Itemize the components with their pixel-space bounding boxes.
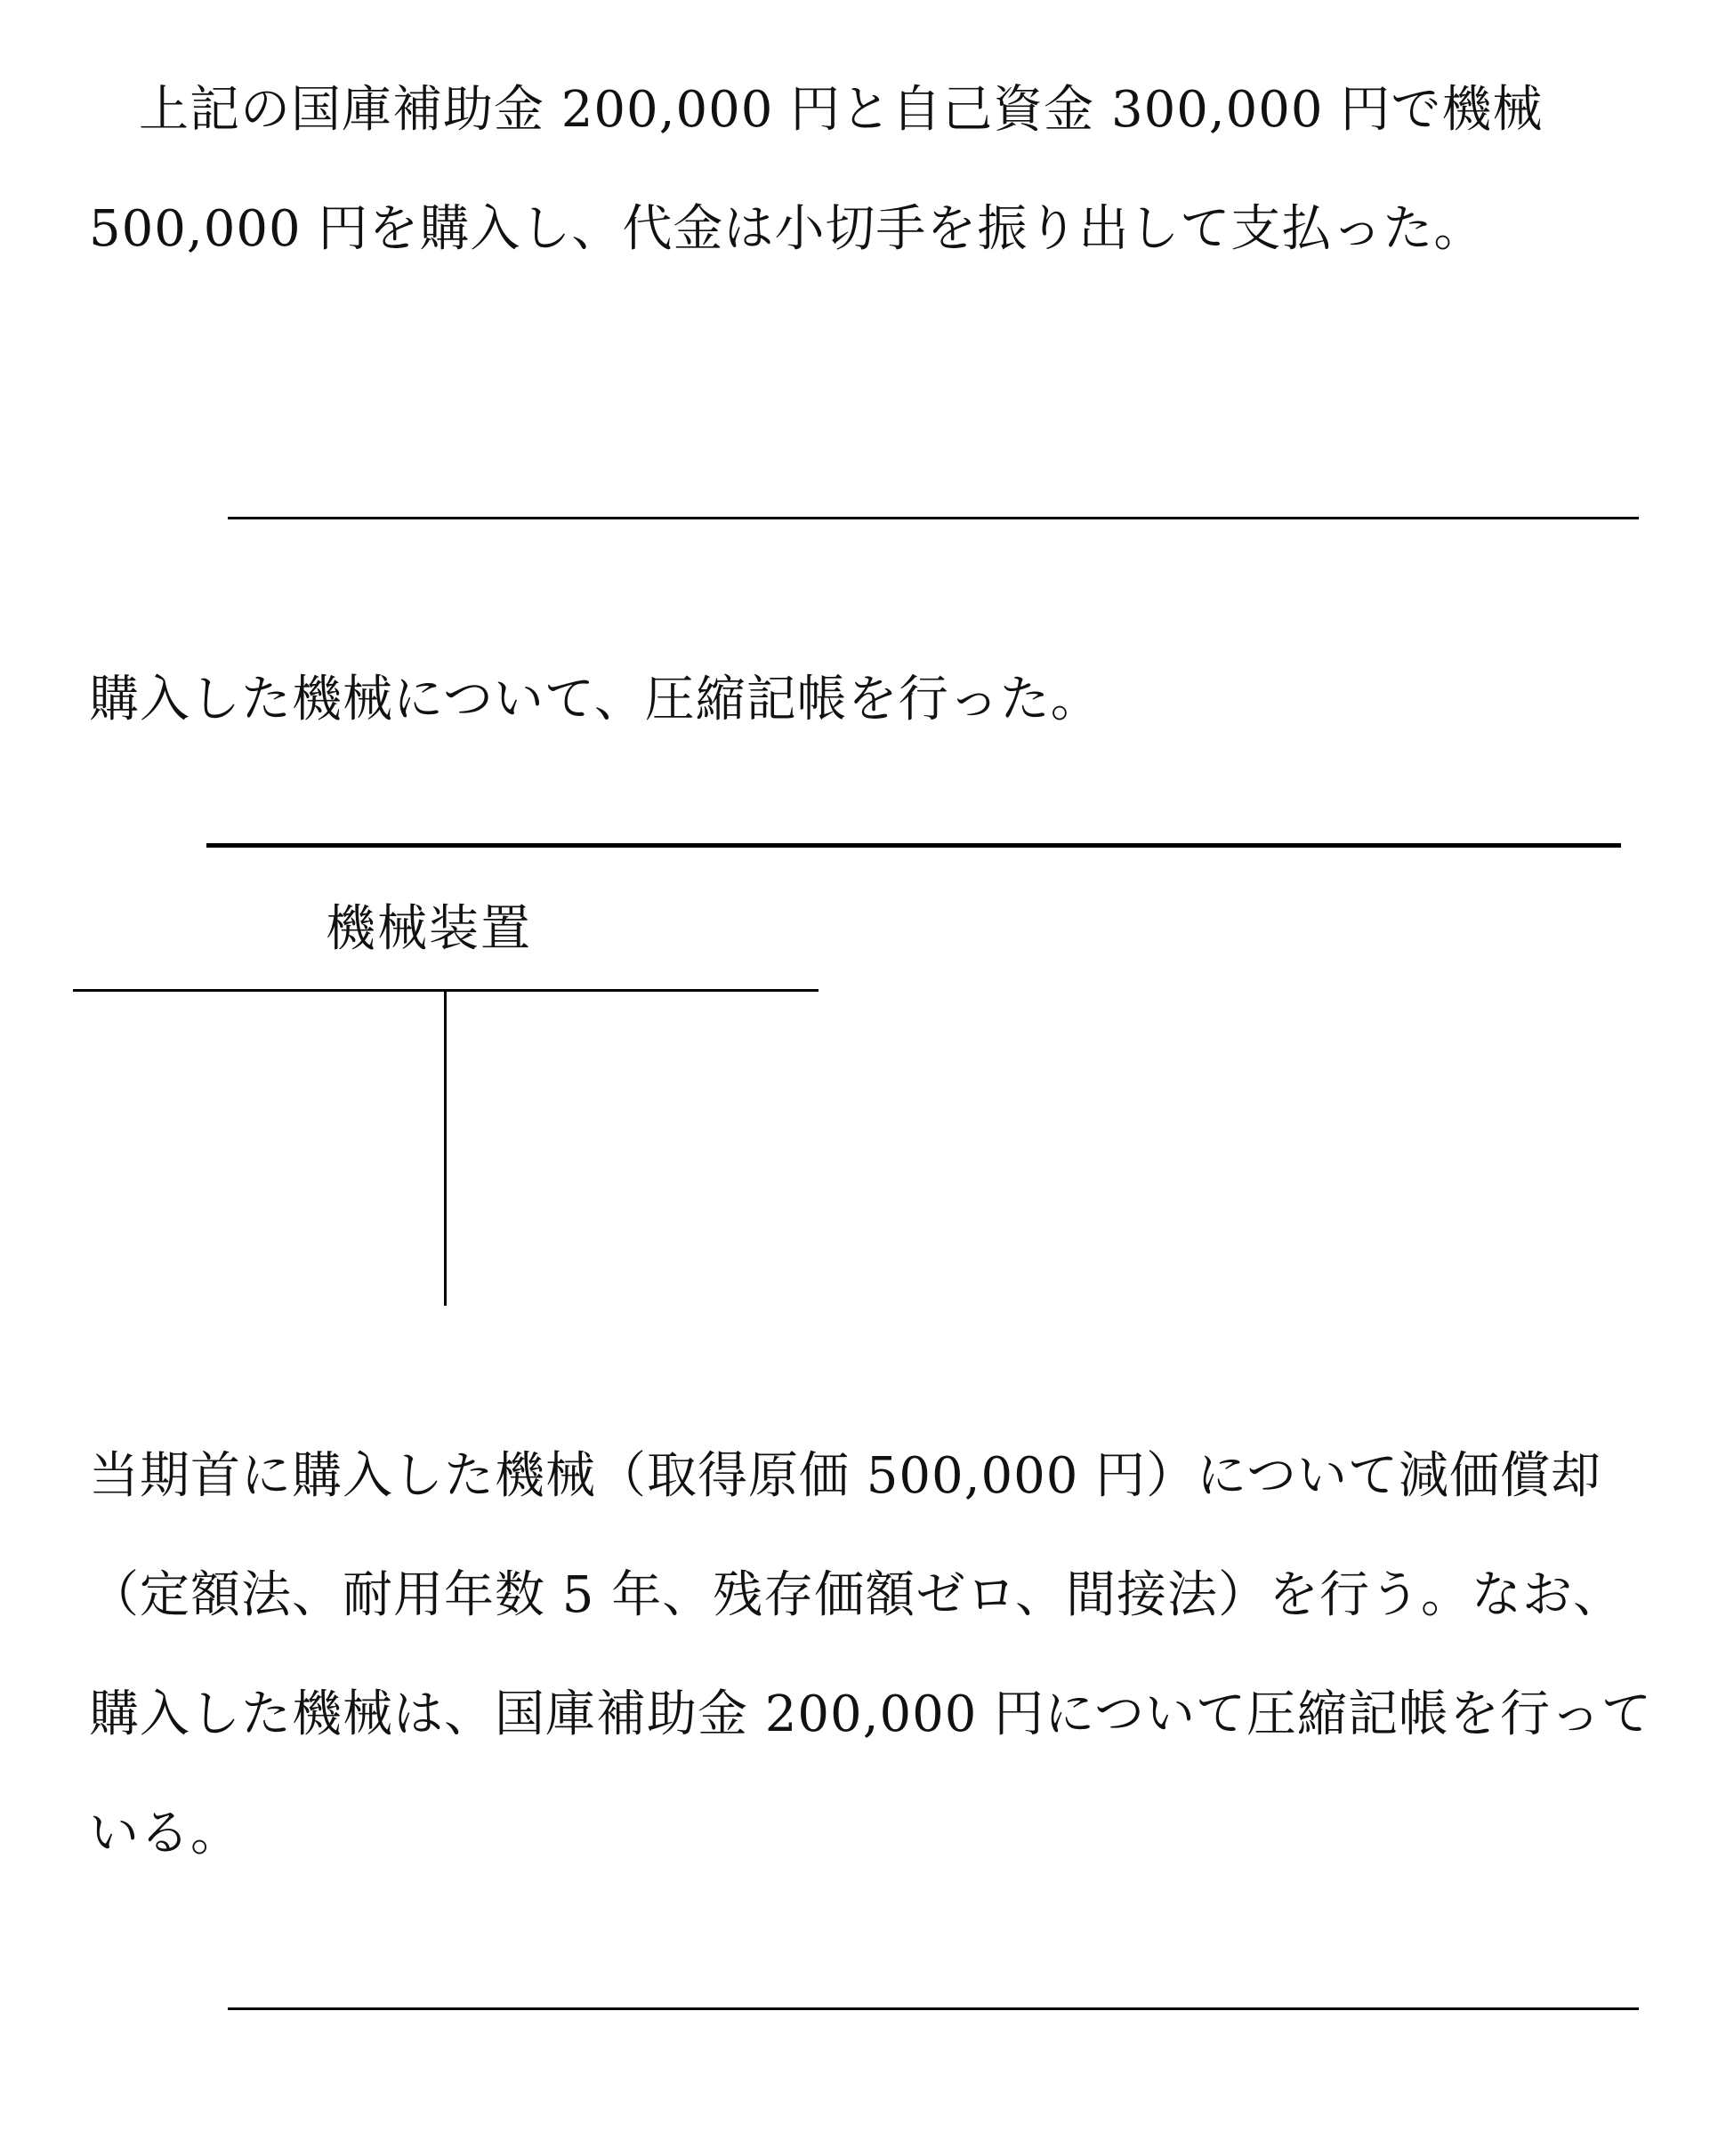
problem-3-text: 当期首に購入した機械（取得原価 500,000 円）について減価償却（定額法、耐用年数 5 年、残存価額ゼロ、間接法）を行う。なお、購入した機械は、国庫補助金 200,000 円について圧縮記帳を行っている。 xyxy=(89,1447,1653,1862)
answer-line-3[interactable] xyxy=(228,2007,1639,2010)
problem-1-text: 上記の国庫補助金 200,000 円と自己資金 300,000 円で機械 500,000 円を購入し、代金は小切手を振り出して支払った。 xyxy=(89,81,1544,258)
problem-2-text: 購入した機械について、圧縮記帳を行った。 xyxy=(89,671,1101,728)
t-account-vertical-line xyxy=(444,991,447,1306)
answer-line-1[interactable] xyxy=(228,517,1639,519)
t-account-title: 機械装置 xyxy=(326,900,532,958)
answer-line-2[interactable] xyxy=(206,843,1621,848)
